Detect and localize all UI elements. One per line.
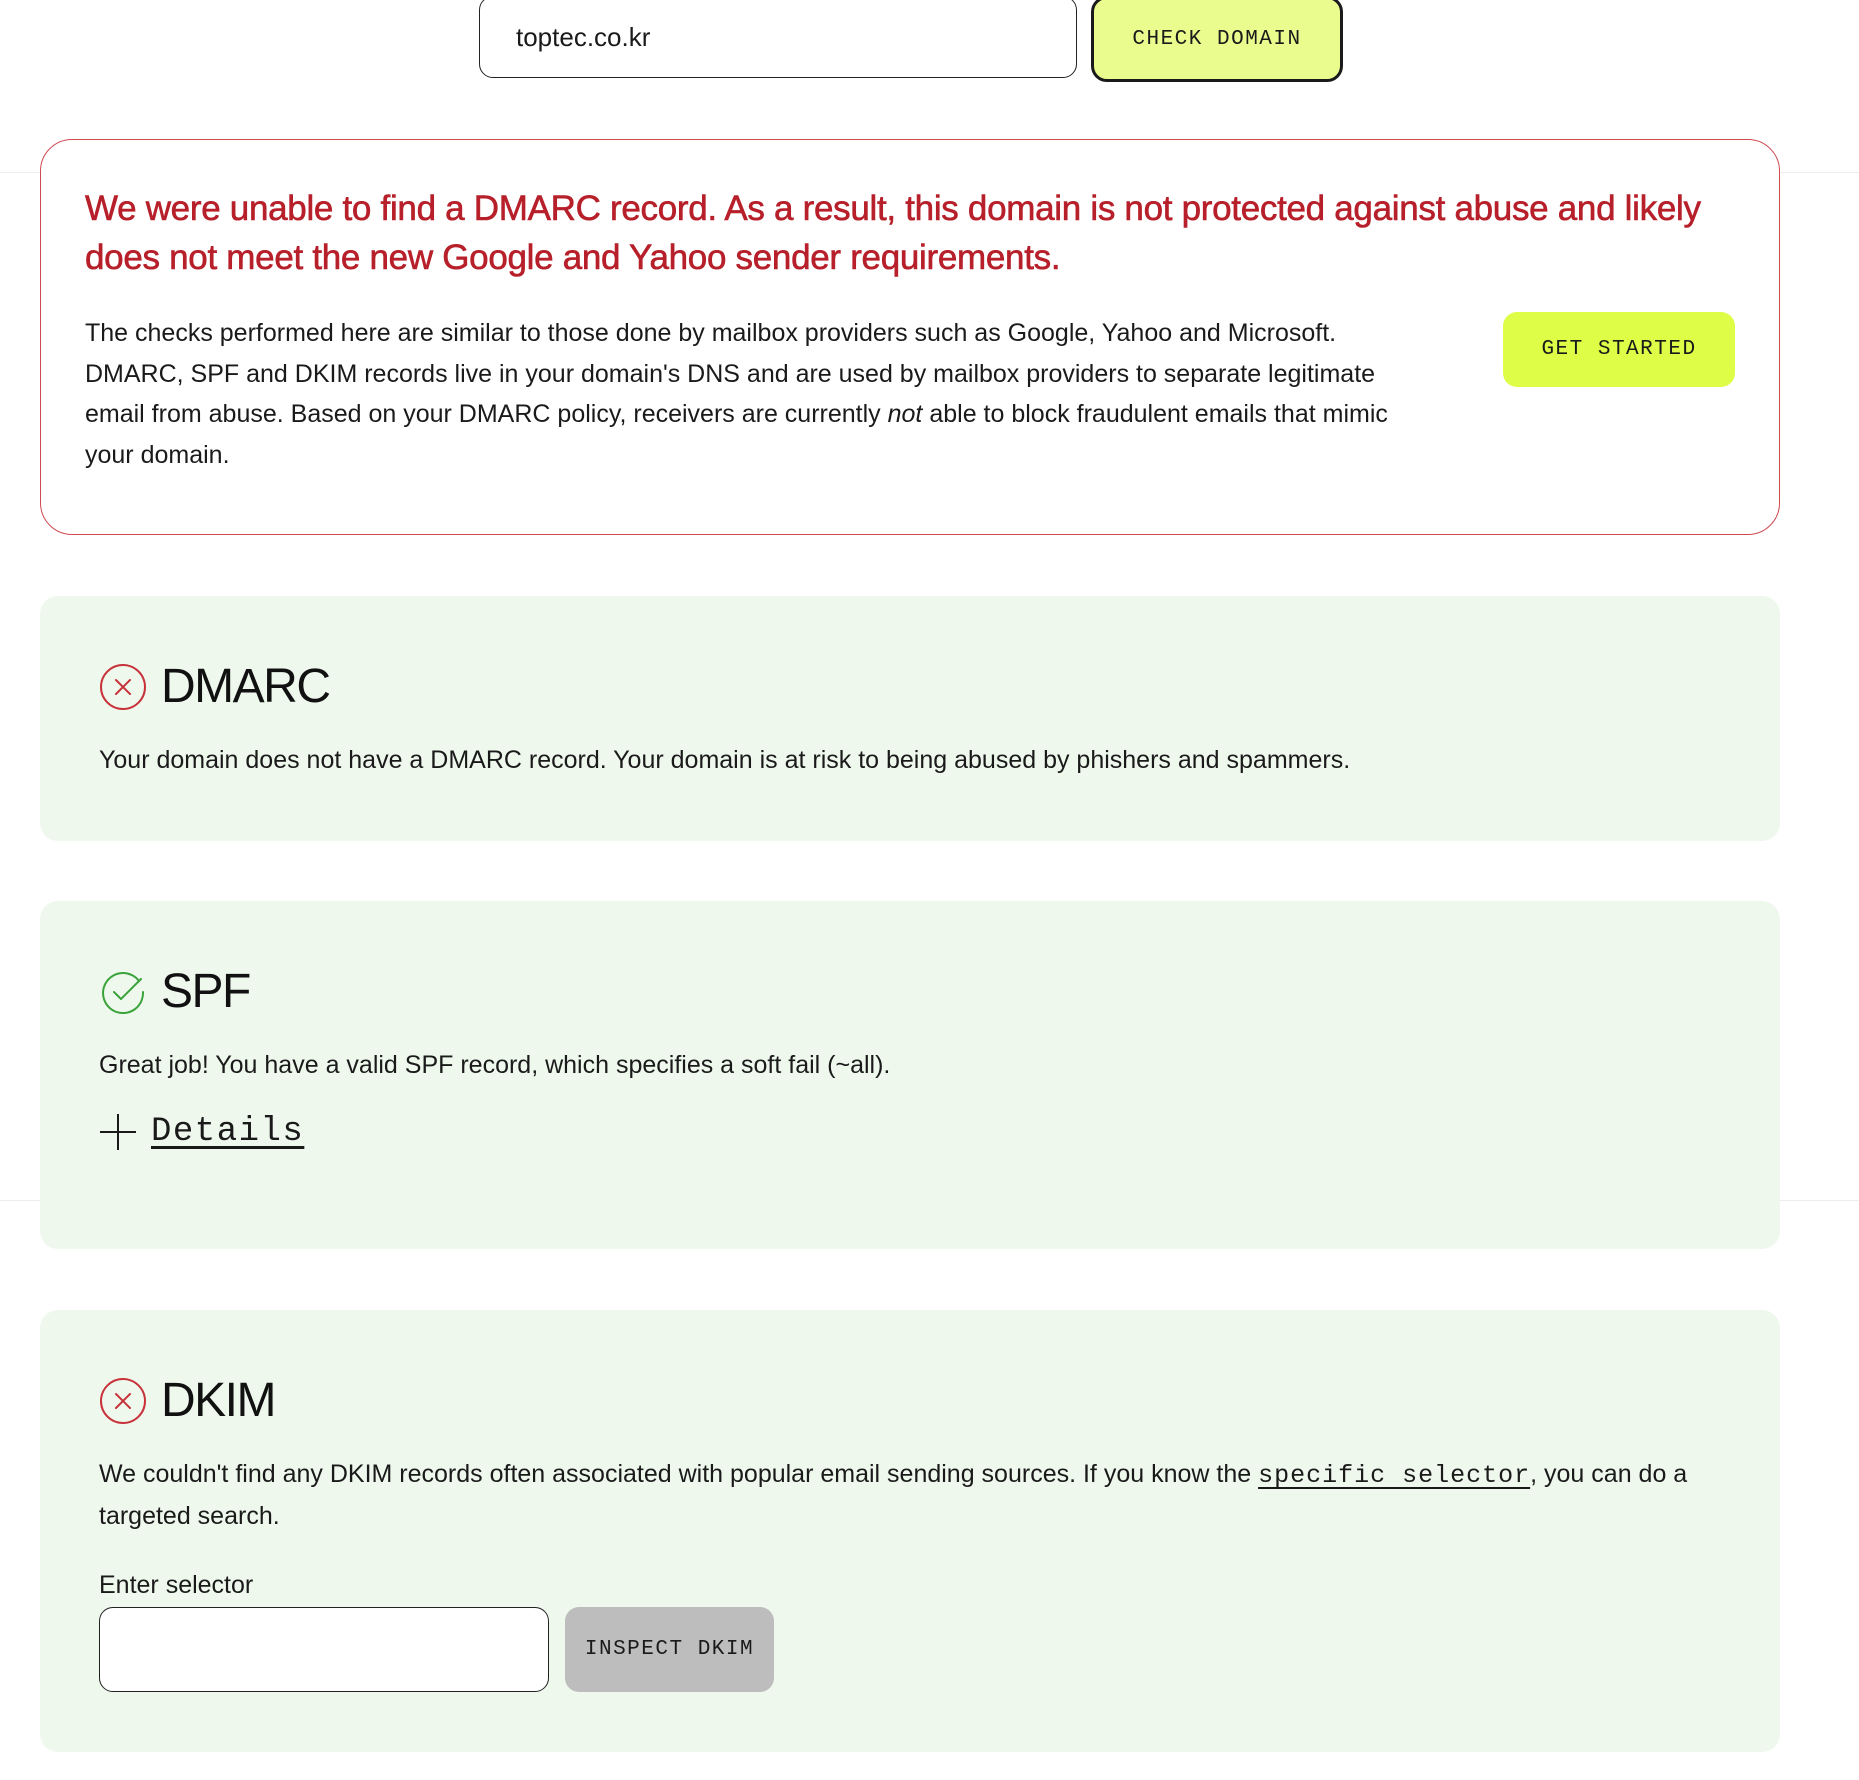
x-circle-icon xyxy=(99,1377,147,1425)
dmarc-warning-alert xyxy=(40,139,1780,535)
alert-text-emphasis: not xyxy=(887,400,923,428)
spf-details-toggle[interactable] xyxy=(99,1113,304,1151)
check-domain-button[interactable]: CHECK DOMAIN xyxy=(1091,0,1343,82)
x-circle-icon xyxy=(99,663,147,711)
details-label[interactable]: Details xyxy=(151,1113,305,1151)
domain-input[interactable] xyxy=(479,0,1077,78)
specific-selector-link[interactable]: specific selector xyxy=(1258,1461,1531,1490)
dkim-title: DKIM xyxy=(161,1374,275,1427)
dkim-status-text xyxy=(99,1454,1699,1537)
spf-status-text: Great job! You have a valid SPF record, which specifies a soft fail (~all). xyxy=(99,1051,891,1079)
dkim-text-part: We couldn't find any DKIM records often associated with popular email sending sources. If you know the xyxy=(99,1460,1259,1488)
selector-label: Enter selector xyxy=(99,1571,254,1599)
plus-icon xyxy=(99,1113,137,1151)
dmarc-status-text: Your domain does not have a DMARC record. Your domain is at risk to being abused by phishers and spammers. xyxy=(99,746,1351,774)
alert-title: We were unable to find a DMARC record. As a result, this domain is not protected against abuse and likely does not meet the new Google and Yahoo sender requirements. xyxy=(85,189,1701,277)
dkim-card xyxy=(40,1310,1780,1752)
spf-title: SPF xyxy=(161,965,250,1018)
get-started-button[interactable]: GET STARTED xyxy=(1503,312,1735,387)
check-circle-icon xyxy=(99,968,147,1016)
dkim-text-part: , you can do a targeted search. xyxy=(99,1460,1688,1530)
inspect-dkim-button[interactable]: INSPECT DKIM xyxy=(565,1607,774,1692)
selector-input[interactable] xyxy=(99,1607,549,1692)
dmarc-card xyxy=(40,596,1780,841)
alert-description xyxy=(85,313,1405,475)
alert-text-part: able to block fraudulent emails that mimic your domain. xyxy=(85,400,1388,469)
dmarc-title: DMARC xyxy=(161,660,330,713)
spf-card xyxy=(40,901,1780,1249)
alert-text-part: The checks performed here are similar to those done by mailbox providers such as Google, Yahoo and Microsoft. DMARC, SPF and DKIM records live in your domain's DNS and are used by mailbox providers to separate legitimate email from abuse. Based on your DMARC policy, receivers are currently xyxy=(85,319,1376,428)
